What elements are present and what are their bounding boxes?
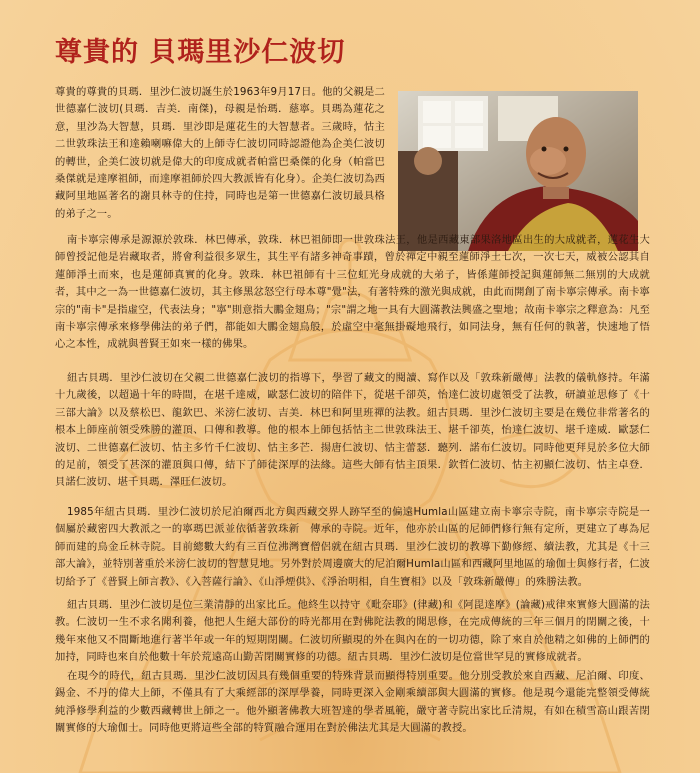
paragraph-6: 在現今的時代，紐古貝瑪．里沙仁波切因具有幾個重要的特殊背景而顯得特別重要。他分別受教於來自西藏、尼泊爾、印度、錫金、不丹的偉大上師，不僅具有了大乘經部的深厚學養，同時更深入金剛乘續部與大圓滿的實修。他是現今還能完整領受傳統純淨修學利益的少數西藏轉世上師之一。他外顯著佛教大班智達的學者風範，嚴守著寺院出家比丘清規，有如在積雪高山跟苦閉關實修的大瑜伽士。同時他更將這些全部的特質融合運用在對於佛法尤其是大圓滿的教授。 <box>55 670 650 735</box>
paragraph-1: 尊貴的尊貴的貝瑪．里沙仁波切誕生於1963年9月17日。他的父親是二世德嘉仁波切(貝瑪．吉美．南傑)，母親是怡瑪．慈寧。貝瑪為蓮花之意，里沙為大智慧，貝瑪．里沙即是蓮花生的大智慧者。三歲時，怙主二世敦珠法王和達賴喇嘛偉大的上師寺仁波切同時認證他為企美仁波切的轉世，企美仁波切就是偉大的印度成就者帕當巴桑傑的化身（帕當巴桑傑就是達摩祖師，而達摩祖師於四大教派皆有化身）。企美仁波切為西藏阿里地區著名的謝貝林寺的住持，同時也是第一世德嘉仁波切最具格的弟子之一。 <box>55 86 385 220</box>
portrait-photo-icon <box>398 91 638 251</box>
paragraph-5: 紐古貝瑪．里沙仁波切是位三業清靜的出家比丘。他終生以持守《毗奈耶》(律藏)和《阿毘達摩》(論藏)戒律來實修大圓滿的法教。仁波切一生不求名聞利養，他把人生絕大部份的時光都用在對佛陀法教的聞思修，在完成傳統的三年三個月的閉關之後，十幾年來他又不間斷地進行著半年或一年的短期閉關。仁波切所顯現的外在與內在的一切功德，除了來自於他精之如佛的上師們的加持，同時也來自於他數十年於荒遠高山勤苦閉關實修的功德。紐古貝瑪．里沙仁波切是位當世罕見的實修成就者。 <box>55 599 650 664</box>
paragraph-2: 南卡寧宗傳承是源源於敦珠．林巴傳承，敦珠．林巴祖師即一世敦珠法王，他是西藏東部果洛地區出生的大成就者，蓮花生大師曾授記他是岩藏取者，將會利益很多眾生，其生平有諸多神奇事蹟，曾於禪定中親至蓮師淨土七次，一次七天，威被公認其自蓮師淨土而來，也是蓮師真實的化身。敦珠．林巴祖師有十三位虹光身成就的大弟子，皆係蓮師授記與蓮師無二無別的大成就者，其中之一為一世德嘉仁波切，其主修黑忿怒空行母本尊"覺"法，有著特殊的激光與成就，由此而開創了南卡寧宗傳承。南卡寧宗的"南卡"是指虛空，代表法身；"寧"則意指大鵬金翅鳥；"宗"謂之地一具有大圓滿教法興盛之聖地；故南卡寧宗之釋意為：凡至南卡寧宗傳承來修學佛法的弟子們，都能如大鵬金翅鳥般，於虛空中毫無掛礙地飛行，如同法身，無有任何的執著，快速地了悟心之本性，成就與普賢王如來一樣的佛果。 <box>55 234 650 351</box>
paragraph-3: 紐古貝瑪．里沙仁波切在父親二世德嘉仁波切的指導下，學習了藏文的閱讀、寫作以及「敦珠新嚴傳」法教的儀軌修持。年滿十九歲後，以超過十年的時間，在堪千達威，歐瑟仁波切的陪伴下，從堪千卻英，怡達仁波切處領受了法教，研讀並思修了《十三部大論》以及蔡松巴、龍欽巴、米滂仁波切、吉美．林巴和阿里班禪的法教。紐古貝瑪．里沙仁波切主要是在幾位非常著名的根本上師座前領受殊勝的灌頂、口傳和教導。他的根本上師包括怙主二世敦珠法王、堪千卻英，怡達仁波切、堪千達威．歐瑟仁波切、二世德嘉仁波切、怙主多竹千仁波切、怙主多芒．揚唐仁波切、怙主蕾瑟．聽列．諾布仁波切。同時他更拜見於多位大師的足前，領受了甚深的灌頂與口傳，結下了師徒深厚的法緣。這些大師有怙主頂果．欽哲仁波切、怙主初顯仁波切、怙主卓登．貝諾仁波切、堪千貝瑪．澤旺仁波切。 <box>55 372 650 489</box>
portrait-photo <box>398 91 638 251</box>
paragraph-4: 1985年紐古貝瑪．里沙仁波切於尼泊爾西北方與西藏交界人跡罕至的偏遠Humla山區建立南卡寧宗寺院，南卡寧宗寺院是一個屬於藏密四大教派之一的寧瑪巴派並依循著敦珠新 傳承的寺院。近年，他亦於山區的尼師們修行無有定所，更建立了專為尼師而建的鳥金丘林寺院。目前總數大約有三百位沸灣寶僧侶就在紐古貝瑪．里沙仁波切的教導下勤修經、續法教，尤其是《十三部大論》，並特別著重於米滂仁波切的智慧見地。另外對於周邊廣大的尼泊爾Humla山區和西藏阿里地區的瑜伽士與修行者，仁波切給予了《普賢上師言教》、《入菩薩行論》、《山淨煙供》、《淨治明相，自生寶相》以及「敦珠新嚴傳」的殊勝法教。 <box>55 506 650 588</box>
page-title: 尊貴的 貝瑪里沙仁波切 <box>55 37 346 68</box>
